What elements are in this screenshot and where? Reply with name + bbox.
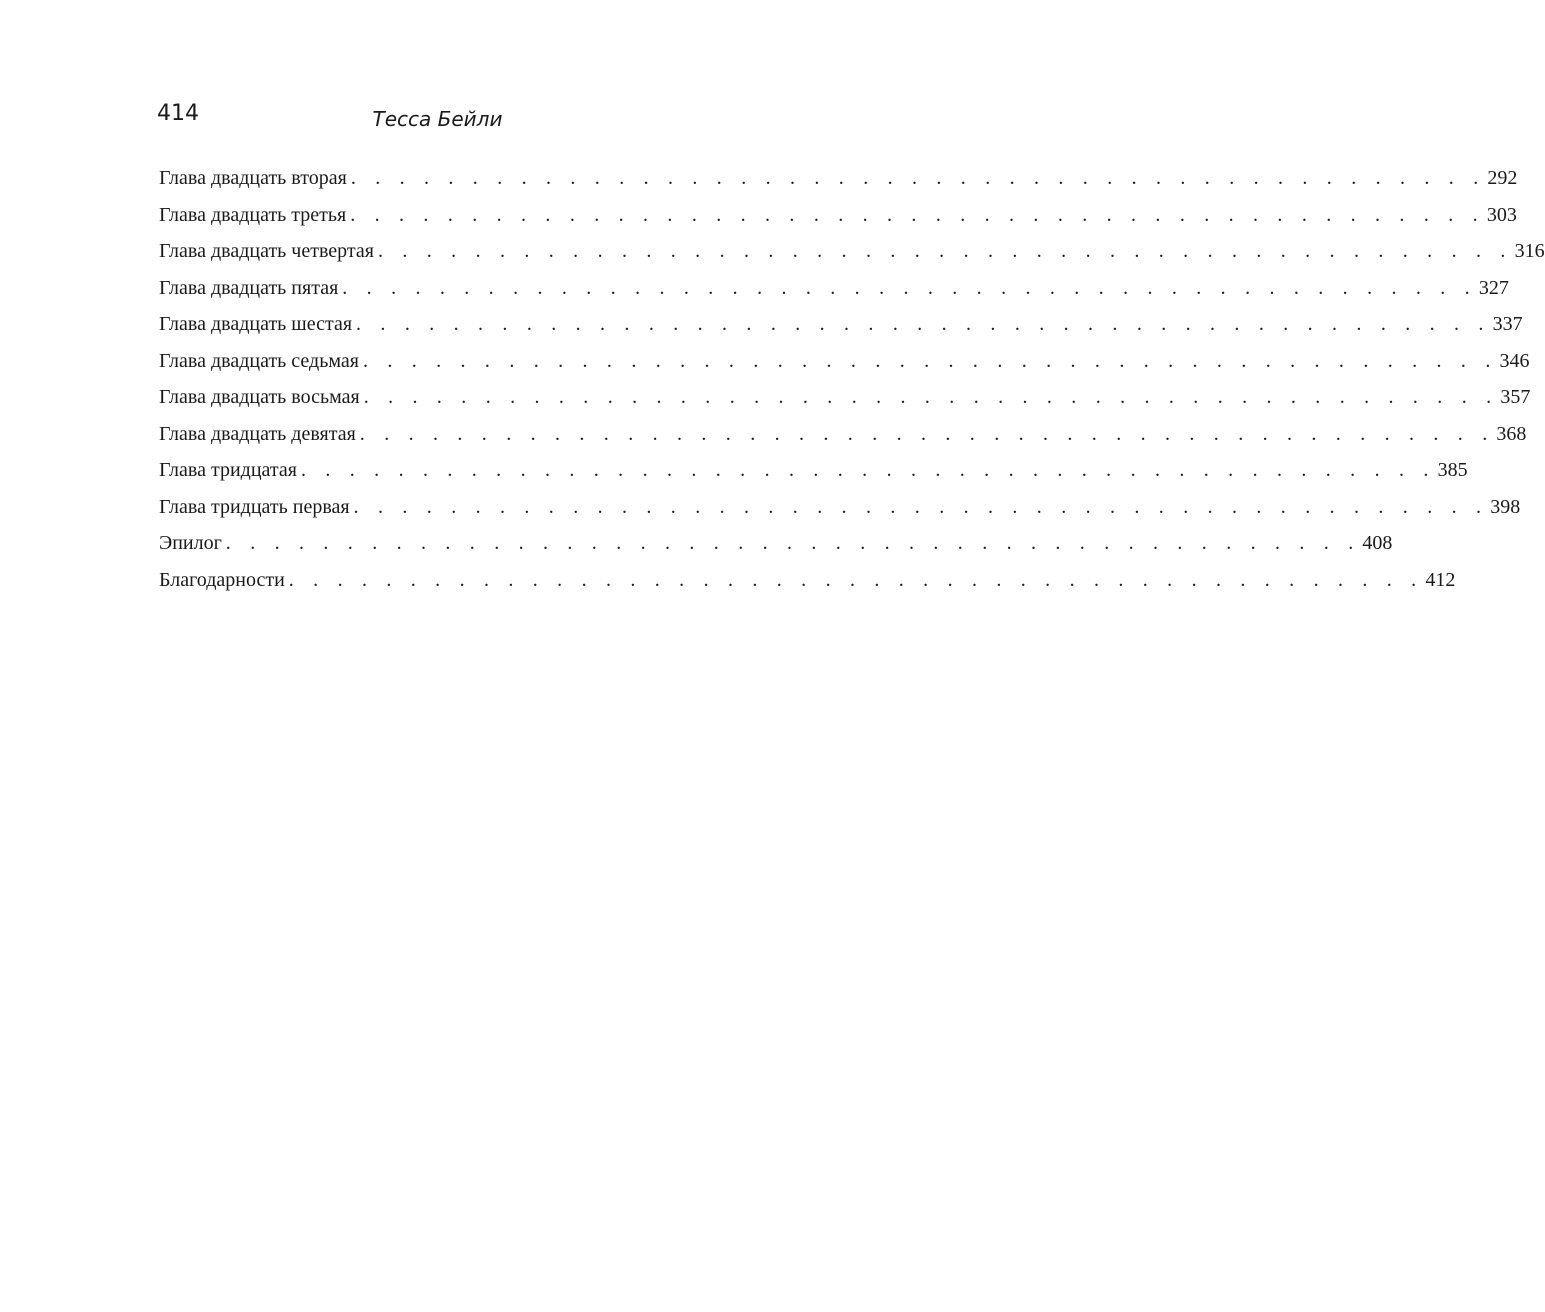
dot-leader: . . . . . . . . . . . . . . . . . . . . . . . . . . . . . . . . . . . . . . . . . . . . . . . xyxy=(300,459,1436,481)
toc-entry-title: Глава двадцать седьмая xyxy=(159,349,359,372)
toc-entry[interactable] xyxy=(159,270,1509,307)
toc-entry[interactable] xyxy=(159,489,1521,526)
dot-leader: . . . . . . . . . . . . . . . . . . . . . . . . . . . . . . . . . . . . . . . . . . . . . . . xyxy=(342,276,1477,299)
toc-entry[interactable] xyxy=(159,562,1456,599)
toc-entry-page: 357 xyxy=(1500,386,1531,408)
dot-leader: . . . . . . . . . . . . . . . . . . . . . . . . . . . . . . . . . . . . . . . . . . . . . . . xyxy=(225,532,1361,554)
toc-entry[interactable] xyxy=(159,379,1531,416)
toc-entry-title: Глава двадцать пятая xyxy=(159,276,339,299)
toc-entry-title: Глава тридцать первая xyxy=(159,495,350,518)
dot-leader: . . . . . . . . . . . . . . . . . . . . . . . . . . . . . . . . . . . . . . . . . . . . . . . xyxy=(356,313,1491,335)
toc-entry-page: 327 xyxy=(1478,276,1509,299)
toc-entry-page: 398 xyxy=(1490,495,1521,518)
toc-entry[interactable] xyxy=(159,197,1517,234)
toc-entry[interactable] xyxy=(159,306,1523,343)
toc-entry[interactable] xyxy=(159,525,1393,562)
toc-entry[interactable] xyxy=(159,233,1545,270)
dot-leader: . . . . . . . . . . . . . . . . . . . . . . . . . . . . . . . . . . . . . . . . . . . . . . . xyxy=(350,203,1485,226)
dot-leader: . . . . . . . . . . . . . . . . . . . . . . . . . . . . . . . . . . . . . . . . . . . . . . . xyxy=(363,386,1499,408)
toc-entry-page: 385 xyxy=(1437,459,1468,481)
toc-entry-title: Глава двадцать девятая xyxy=(159,422,356,445)
table-of-contents xyxy=(159,160,1545,598)
toc-entry-page: 412 xyxy=(1425,568,1456,591)
toc-entry-title: Эпилог xyxy=(159,532,222,554)
toc-entry-page: 316 xyxy=(1514,240,1545,262)
toc-entry-title: Глава двадцать вторая xyxy=(159,167,347,189)
toc-entry-page: 292 xyxy=(1487,167,1518,189)
toc-entry-title: Благодарности xyxy=(159,568,285,591)
toc-entry-page: 346 xyxy=(1499,349,1530,372)
toc-entry-title: Глава двадцать шестая xyxy=(159,313,353,335)
toc-entry-title: Глава двадцать восьмая xyxy=(159,386,360,408)
dot-leader: . . . . . . . . . . . . . . . . . . . . . . . . . . . . . . . . . . . . . . . . . . . . . . . xyxy=(353,495,1489,518)
toc-entry-title: Глава тридцатая xyxy=(159,459,297,481)
dot-leader: . . . . . . . . . . . . . . . . . . . . . . . . . . . . . . . . . . . . . . . . . . . . . . . xyxy=(362,349,1498,372)
running-title: Тесса Бейли xyxy=(372,107,503,131)
dot-leader: . . . . . . . . . . . . . . . . . . . . . . . . . . . . . . . . . . . . . . . . . . . . . . . xyxy=(350,167,1486,189)
toc-entry-page: 368 xyxy=(1496,422,1527,445)
toc-entry-page: 337 xyxy=(1492,313,1523,335)
toc-entry[interactable] xyxy=(159,160,1518,197)
dot-leader: . . . . . . . . . . . . . . . . . . . . . . . . . . . . . . . . . . . . . . . . . . . . . . . xyxy=(288,568,1424,591)
toc-entry[interactable] xyxy=(159,416,1527,453)
dot-leader: . . . . . . . . . . . . . . . . . . . . . . . . . . . . . . . . . . . . . . . . . . . . . . . xyxy=(359,422,1495,445)
dot-leader: . . . . . . . . . . . . . . . . . . . . . . . . . . . . . . . . . . . . . . . . . . . . . . . xyxy=(377,240,1513,262)
toc-entry-title: Глава двадцать четвертая xyxy=(159,240,374,262)
toc-entry[interactable] xyxy=(159,343,1530,380)
toc-entry[interactable] xyxy=(159,452,1468,489)
toc-entry-title: Глава двадцать третья xyxy=(159,203,347,226)
page-number: 414 xyxy=(157,101,199,126)
toc-entry-page: 303 xyxy=(1486,203,1517,226)
toc-entry-page: 408 xyxy=(1362,532,1393,554)
